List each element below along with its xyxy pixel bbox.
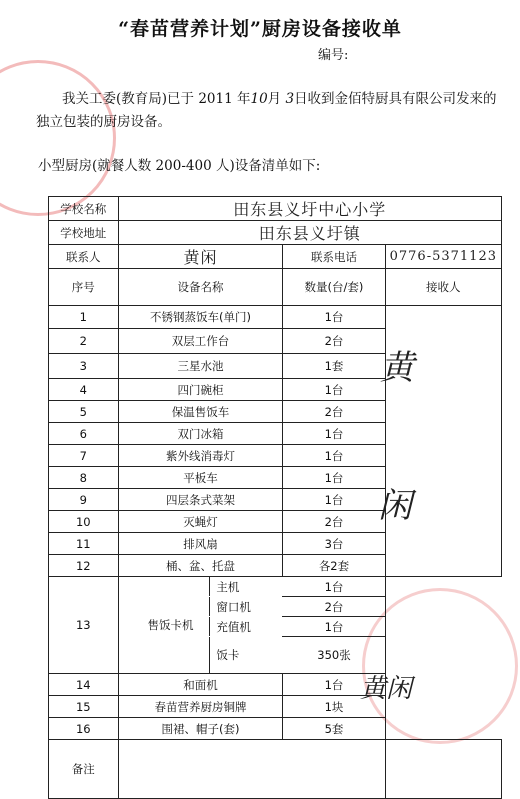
row-number: 13 xyxy=(49,577,119,674)
row-number: 11 xyxy=(49,533,119,555)
equipment-qty: 2台 窗口机 xyxy=(283,597,385,617)
equipment-name: 春苗营养厨房铜牌 xyxy=(118,696,283,718)
remarks-signature: 黄闲 xyxy=(360,674,413,704)
column-header-no: 序号 xyxy=(49,269,119,306)
equipment-name: 排风扇 xyxy=(118,533,283,555)
equipment-qty: 1块 xyxy=(283,696,385,718)
equipment-name: 保温售饭车 xyxy=(118,401,283,423)
equipment-qty: 1台 xyxy=(283,423,385,445)
receipt-text-prefix: 我关工委(教育局)已于 2011 年 xyxy=(62,91,251,107)
table-row xyxy=(49,577,502,597)
card-machine-rows xyxy=(49,577,502,674)
equipment-qty: 1台 xyxy=(283,467,385,489)
column-header-receiver: 接收人 xyxy=(385,269,501,306)
equipment-qty: 1套 xyxy=(283,354,385,379)
equipment-name: 桶、盆、托盘 xyxy=(118,555,283,577)
equipment-qty: 350张 饭卡 xyxy=(283,637,385,674)
row-number: 9 xyxy=(49,489,119,511)
card-machine-name: 售饭卡机 xyxy=(147,618,194,632)
equipment-qty: 3台 xyxy=(283,533,385,555)
row-number: 2 xyxy=(49,329,119,354)
equipment-qty: 1台 xyxy=(283,489,385,511)
equipment-qty: 1台 xyxy=(283,306,385,329)
equipment-name: 三星水池 xyxy=(118,354,283,379)
card-machine-sub-name: 饭卡 xyxy=(209,637,286,673)
equipment-name: 围裙、帽子(套) xyxy=(118,718,283,740)
receiver-signature-part-1: 黄 xyxy=(380,348,414,388)
row-number: 15 xyxy=(49,696,119,718)
column-header-name: 设备名称 xyxy=(118,269,283,306)
row-number: 7 xyxy=(49,445,119,467)
row-number: 1 xyxy=(49,306,119,329)
row-number: 5 xyxy=(49,401,119,423)
row-number: 6 xyxy=(49,423,119,445)
table-header-row xyxy=(49,269,502,306)
equipment-name: 双层工作台 xyxy=(118,329,283,354)
equipment-name: 双门冰箱 xyxy=(118,423,283,445)
remarks-label: 备注 xyxy=(49,740,119,799)
receiver-signature-part-2: 闲 xyxy=(378,486,412,526)
equipment-qty: 1台 主机 xyxy=(283,577,385,597)
document-title: “春苗营养计划”厨房设备接收单 xyxy=(118,18,402,40)
remarks-row xyxy=(49,740,502,799)
equipment-qty: 2台 xyxy=(283,511,385,533)
table-row xyxy=(49,674,502,696)
school-name-row xyxy=(49,197,502,221)
equipment-list-intro xyxy=(36,155,506,178)
phone-label: 联系电话 xyxy=(283,245,385,269)
equipment-rows xyxy=(49,306,502,577)
school-address-value: 田东县义圩镇 xyxy=(118,221,501,245)
equipment-table xyxy=(48,196,502,799)
equipment-rows-after xyxy=(49,674,502,740)
card-machine-sub-name: 窗口机 xyxy=(209,597,286,616)
equipment-name: 灭蝇灯 xyxy=(118,511,283,533)
equipment-name: 和面机 xyxy=(118,674,283,696)
red-seal-stamp xyxy=(0,60,116,216)
school-name-label: 学校名称 xyxy=(49,197,119,221)
equipment-qty: 1台 充值机 xyxy=(283,617,385,637)
row-number: 8 xyxy=(49,467,119,489)
row-number: 16 xyxy=(49,718,119,740)
equipment-qty: 5套 xyxy=(283,718,385,740)
card-machine-sub-name: 充值机 xyxy=(209,617,286,636)
phone-value: 0776-5371123 xyxy=(385,245,501,269)
table-row xyxy=(49,696,502,718)
equipment-name: 四层条式菜架 xyxy=(118,489,283,511)
month-unit: 月 xyxy=(267,91,282,107)
document-number-label: 编号: xyxy=(318,48,349,63)
handwritten-day: 3 xyxy=(285,91,295,107)
contact-value: 黄闲 xyxy=(118,245,283,269)
table-row xyxy=(49,718,502,740)
equipment-name: 不锈钢蒸饭车(单门) xyxy=(118,306,283,329)
column-header-qty: 数量(台/套) xyxy=(283,269,385,306)
remarks-cell xyxy=(118,740,385,799)
contact-label: 联系人 xyxy=(49,245,119,269)
equipment-name: 四门碗柜 xyxy=(118,379,283,401)
row-number: 4 xyxy=(49,379,119,401)
receipt-paragraph xyxy=(36,88,506,134)
row-number: 10 xyxy=(49,511,119,533)
equipment-qty: 各2套 xyxy=(283,555,385,577)
card-machine-sub-name: 主机 xyxy=(209,577,286,596)
equipment-list-intro-text: 小型厨房(就餐人数 200-400 人)设备清单如下: xyxy=(38,158,321,174)
school-address-row xyxy=(49,221,502,245)
remarks-receiver-cell xyxy=(385,740,501,799)
equipment-qty: 2台 xyxy=(283,329,385,354)
contact-row xyxy=(49,245,502,269)
equipment-qty: 1台 xyxy=(283,674,385,696)
row-number: 14 xyxy=(49,674,119,696)
school-name-value: 田东县义圩中心小学 xyxy=(118,197,501,221)
equipment-qty: 1台 xyxy=(283,379,385,401)
equipment-name: 平板车 xyxy=(118,467,283,489)
handwritten-month: 10 xyxy=(250,91,268,107)
receipt-text-suffix: 日收到金佰特厨具有限公司发来的独立包装的厨房设备。 xyxy=(36,91,497,130)
equipment-name: 紫外线消毒灯 xyxy=(118,445,283,467)
school-address-label: 学校地址 xyxy=(49,221,119,245)
table-row xyxy=(49,306,502,329)
equipment-qty: 2台 xyxy=(283,401,385,423)
row-number: 3 xyxy=(49,354,119,379)
equipment-qty: 1台 xyxy=(283,445,385,467)
row-number: 12 xyxy=(49,555,119,577)
